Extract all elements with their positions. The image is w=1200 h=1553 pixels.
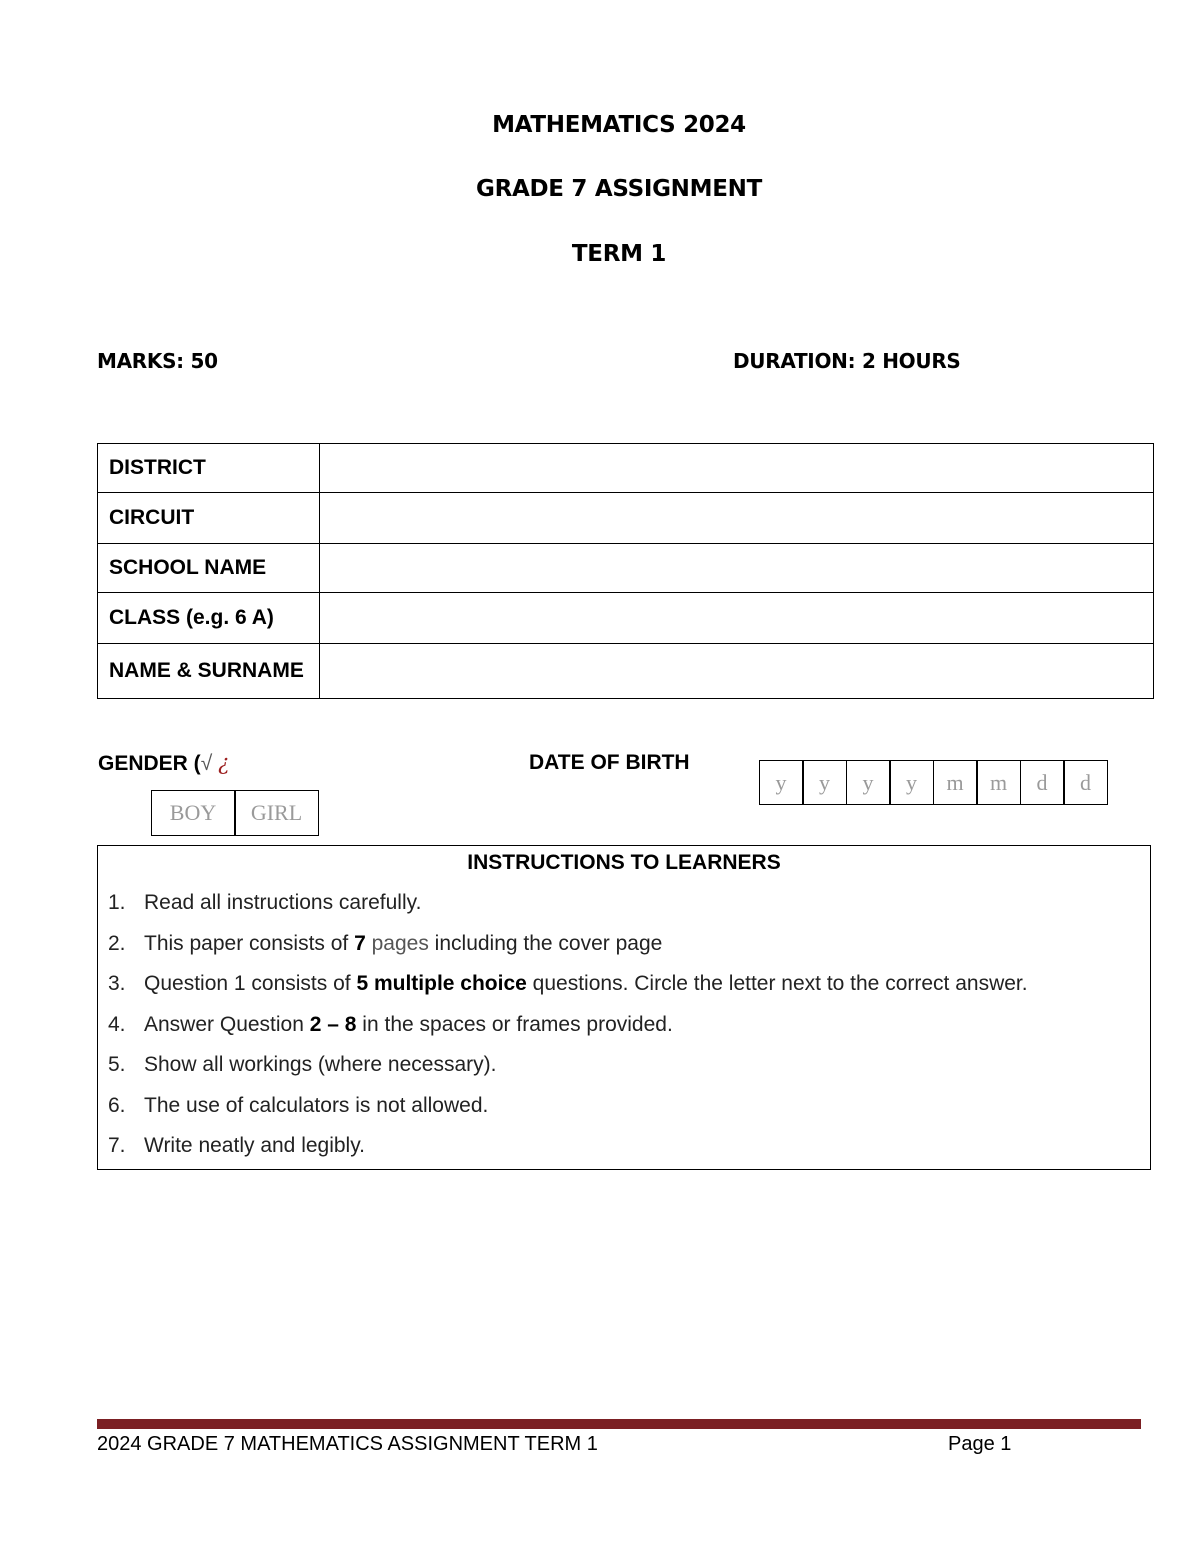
marks-label: MARKS: 50 (97, 349, 218, 373)
instruction-text: This paper consists of (144, 932, 355, 955)
instruction-text: The use of calculators is not allowed. (144, 1094, 489, 1117)
instruction-text: Answer Question (144, 1013, 310, 1036)
table-row (98, 493, 1154, 544)
title-assignment: GRADE 7 ASSIGNMENT (476, 176, 762, 202)
instruction-number: 7. (108, 1134, 126, 1157)
tick-icon: √ (200, 752, 213, 775)
instruction-item (108, 1134, 365, 1158)
dob-year-digit[interactable]: y (759, 760, 804, 805)
instruction-text: questions. Circle the letter next to the correct answer. (526, 972, 1028, 995)
row-label: NAME & SURNAME (98, 644, 320, 699)
row-label: CLASS (e.g. 6 A) (98, 593, 320, 644)
instructions-box (97, 845, 1151, 1170)
page-number: Page 1 (948, 1433, 1012, 1455)
footer-rule (97, 1419, 1141, 1429)
tick-suffix: ¿ (218, 751, 230, 775)
school-name-field[interactable] (320, 544, 1154, 593)
dob-year-digit[interactable]: y (846, 760, 891, 805)
instruction-text: Show all workings (where necessary). (144, 1053, 497, 1076)
footer-text: 2024 GRADE 7 MATHEMATICS ASSIGNMENT TERM 1 (97, 1433, 598, 1455)
duration-label: DURATION: 2 HOURS (733, 349, 961, 373)
row-label: SCHOOL NAME (98, 544, 320, 593)
instruction-number: 2. (108, 932, 126, 955)
dob-month-digit[interactable]: m (933, 760, 978, 805)
circuit-field[interactable] (320, 493, 1154, 544)
instruction-text: 5 multiple choice (356, 972, 527, 995)
instruction-number: 4. (108, 1013, 126, 1036)
instruction-number: 6. (108, 1094, 126, 1117)
instruction-item (108, 1013, 673, 1037)
instruction-item (108, 1053, 496, 1077)
instruction-number: 1. (108, 891, 126, 914)
table-row (98, 444, 1154, 493)
instruction-text: Write neatly and legibly. (144, 1134, 366, 1157)
row-label: CIRCUIT (98, 493, 320, 544)
learner-info-table (97, 443, 1154, 699)
dob-day-digit[interactable]: d (1063, 760, 1108, 805)
dob-month-digit[interactable]: m (976, 760, 1021, 805)
dob-day-digit[interactable]: d (1020, 760, 1065, 805)
gender-option-girl[interactable]: GIRL (234, 790, 319, 836)
instruction-item (108, 891, 421, 915)
name-surname-field[interactable] (320, 644, 1154, 699)
gender-option-boy[interactable]: BOY (151, 790, 236, 836)
instruction-number: 5. (108, 1053, 126, 1076)
instruction-text: in the spaces or frames provided. (356, 1013, 673, 1036)
instruction-item (108, 972, 1028, 996)
dob-year-digit[interactable]: y (802, 760, 847, 805)
title-subject: MATHEMATICS 2024 (492, 112, 746, 138)
instruction-number: 3. (108, 972, 126, 995)
class-field[interactable] (320, 593, 1154, 644)
instruction-text: pages (365, 932, 429, 955)
instruction-text: including the cover page (428, 932, 663, 955)
dob-year-digit[interactable]: y (889, 760, 934, 805)
date-of-birth-label: DATE OF BIRTH (529, 751, 690, 774)
table-row (98, 593, 1154, 644)
gender-label (98, 751, 229, 776)
instruction-text: 2 – 8 (309, 1013, 357, 1036)
instruction-text: 7 (354, 932, 366, 955)
instruction-text: Read all instructions carefully. (144, 891, 422, 914)
instruction-text: Question 1 consists of (144, 972, 357, 995)
title-term: TERM 1 (571, 241, 667, 267)
district-field[interactable] (320, 444, 1154, 493)
table-row (98, 644, 1154, 699)
instruction-item (108, 1094, 488, 1118)
gender-label-text: GENDER ( (98, 752, 201, 775)
gender-options (152, 790, 319, 836)
instructions-heading: INSTRUCTIONS TO LEARNERS (467, 851, 781, 874)
instruction-item (108, 932, 662, 956)
table-row (98, 544, 1154, 593)
row-label: DISTRICT (98, 444, 320, 493)
date-of-birth-boxes (760, 760, 1108, 805)
